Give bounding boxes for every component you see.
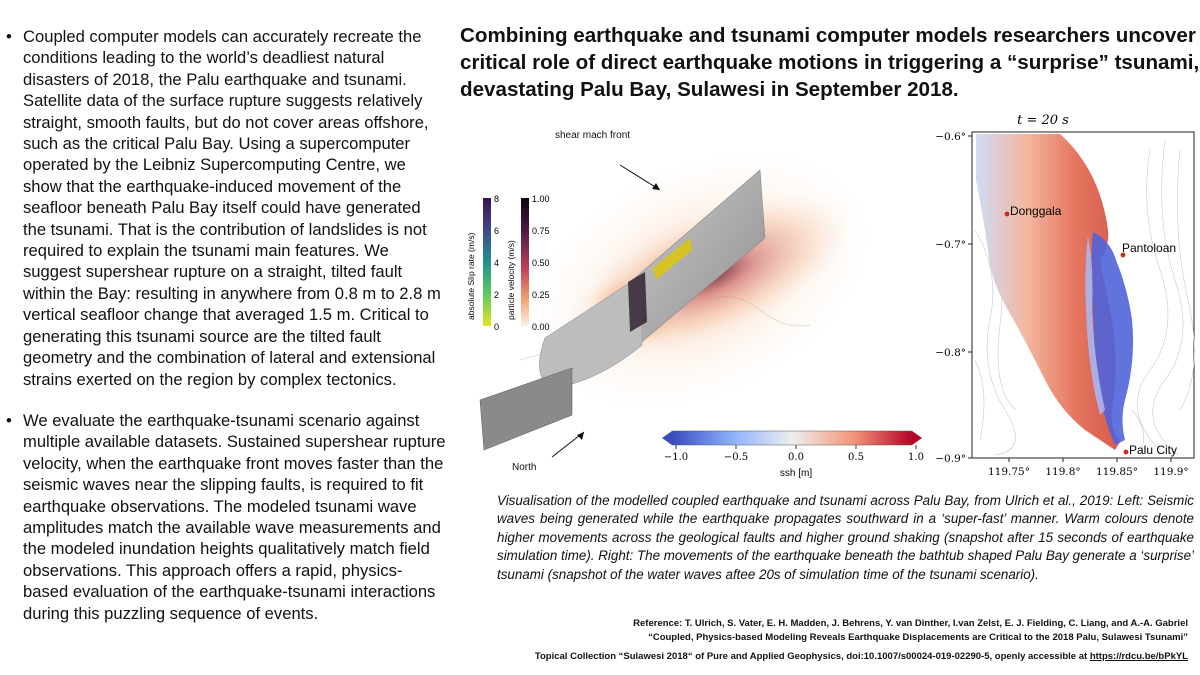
slip-tick: 2 [494, 290, 500, 300]
figure-panel [460, 110, 1200, 490]
bullet-item [6, 26, 446, 390]
annotation-north: North [512, 462, 537, 473]
ssh-tick: −1.0 [663, 452, 689, 463]
map-y-tick: −0.6° [935, 131, 966, 143]
slip-tick: 4 [494, 258, 500, 268]
town-marker [1005, 212, 1010, 217]
figure-svg [460, 110, 1200, 490]
bullet-marker: • [6, 410, 12, 430]
reference-collection-text: Topical Collection “Sulawesi 2018“ of Pure and Applied Geophysics, doi:10.1007/s00024-019-02290-5, openly accessible at [534, 651, 1090, 662]
ssh-tick: 0.5 [848, 452, 864, 463]
fault-plane-south [480, 368, 572, 450]
velocity-tick: 0.75 [532, 226, 550, 236]
ssh-tick: 1.0 [908, 452, 924, 463]
slip-tick: 0 [494, 322, 500, 332]
map-x-tick: 119.9° [1153, 466, 1189, 478]
tsunami-map [935, 113, 1194, 478]
velocity-tick: 0.25 [532, 290, 550, 300]
bullet-item [6, 410, 446, 624]
reference-title: “Coupled, Physics-based Modeling Reveals Earthquake Displacements are Critical to the 2018 Palu, Sulawesi Tsunami” [648, 632, 1188, 643]
reference-collection [535, 650, 1188, 664]
velocity-tick: 1.00 [532, 194, 550, 204]
bullet-text: Coupled computer models can accurately recreate the conditions leading to the world’s deadliest natural disasters of 2018, the Palu earthquake and tsunami. Satellite data of the surface rupture suggests relatively straight, smooth faults, but do not cover areas offshore, such as the critical Palu Bay. Using a supercomputer operated by the Leibniz Supercomputing Centre, we show that the earthquake-induced movement of the seafloor beneath Palu Bay itself could have generated the tsunami. That is the contribution of landslides is not required to explain the tsunami main features. We suggest supershear rupture on a straight, tilted fault within the Bay: resulting in anywhere from 0.8 m to 2.8 m vertical seafloor change that averaged 1.5 m. Critical to generating this tsunami source are the tilted fault geometry and the combination of lateral and extensional strains exerted on the region by complex tectonics. [23, 27, 441, 389]
ssh-tick: −0.5 [723, 452, 749, 463]
map-y-tick: −0.8° [935, 347, 966, 359]
velocity-colorbar-label: particle velocity (m/s) [506, 240, 516, 320]
map-x-tick: 119.85° [1096, 466, 1138, 478]
map-y-tick: −0.9° [935, 453, 966, 465]
ssh-colorbar-label: ssh [m] [779, 468, 813, 479]
map-x-tick: 119.75° [988, 466, 1030, 478]
bullet-marker: • [6, 27, 12, 46]
slip-rate-colorbar [466, 194, 499, 332]
reference-link[interactable]: https://rdcu.be/bPkYL [1089, 651, 1188, 662]
bullet-text: We evaluate the earthquake-tsunami scenario against multiple available datasets. Sustained supershear rupture velocity, when the earthquake front moves faster than the seismic waves near the slipping faults, is required to fit earthquake observations. The modeled tsunami wave amplitudes match the available wave measurements and the modeled inundation heights qualitatively match field observations. This approach offers a rapid, physics-based evaluation of the earthquake-tsunami interactions during this puzzling sequence of events. [23, 410, 446, 623]
ssh-tick: 0.0 [788, 452, 804, 463]
headline: Combining earthquake and tsunami computer models researchers uncover critical role of direct earthquake motions in triggering a “surprise” tsunami, devastating Palu Bay, Sulawesi in September 2018. [460, 24, 1200, 101]
slip-tick: 8 [494, 194, 500, 204]
ssh-colorbar [662, 431, 924, 479]
slip-colorbar-label: absolute Slip rate (m/s) [466, 232, 476, 320]
reference-authors: Reference: T. Ulrich, S. Vater, E. H. Madden, J. Behrens, Y. van Dinther, I.van Zelst, E. J. Fielding, C. Liang, and A.-A. Gabriel [633, 618, 1188, 629]
figure-caption: Visualisation of the modelled coupled earthquake and tsunami across Palu Bay, from Ulrich et al., 2019: Left: Seismic waves being generated while the earthquake propagates southward in a ‘super-fast’ manner. Warm colours denote higher movements across the geological faults and higher ground shaking (snapshot after 15 seconds of earthquake simulation time). Right: The movements of the earthquake beneath the bathtub shaped Palu Bay generate a ‘surprise’ tsunami (snapshot of the water waves aftee 20s of simulation time of the tsunami scenario). [497, 493, 1194, 582]
bullet-list [6, 26, 446, 644]
annotation-shear-mach-front: shear mach front [555, 130, 631, 141]
velocity-tick: 0.00 [532, 322, 550, 332]
map-y-tick: −0.7° [935, 239, 966, 251]
velocity-tick: 0.50 [532, 258, 550, 268]
map-title: t = 20 s [1017, 113, 1069, 128]
town-marker [1124, 450, 1129, 455]
place-palu-city: Palu City [1129, 443, 1178, 457]
place-pantoloan: Pantoloan [1122, 241, 1177, 255]
place-donggala: Donggala [1010, 204, 1062, 218]
slip-tick: 6 [494, 226, 500, 236]
references [535, 617, 1188, 664]
map-x-tick: 119.8° [1045, 466, 1081, 478]
